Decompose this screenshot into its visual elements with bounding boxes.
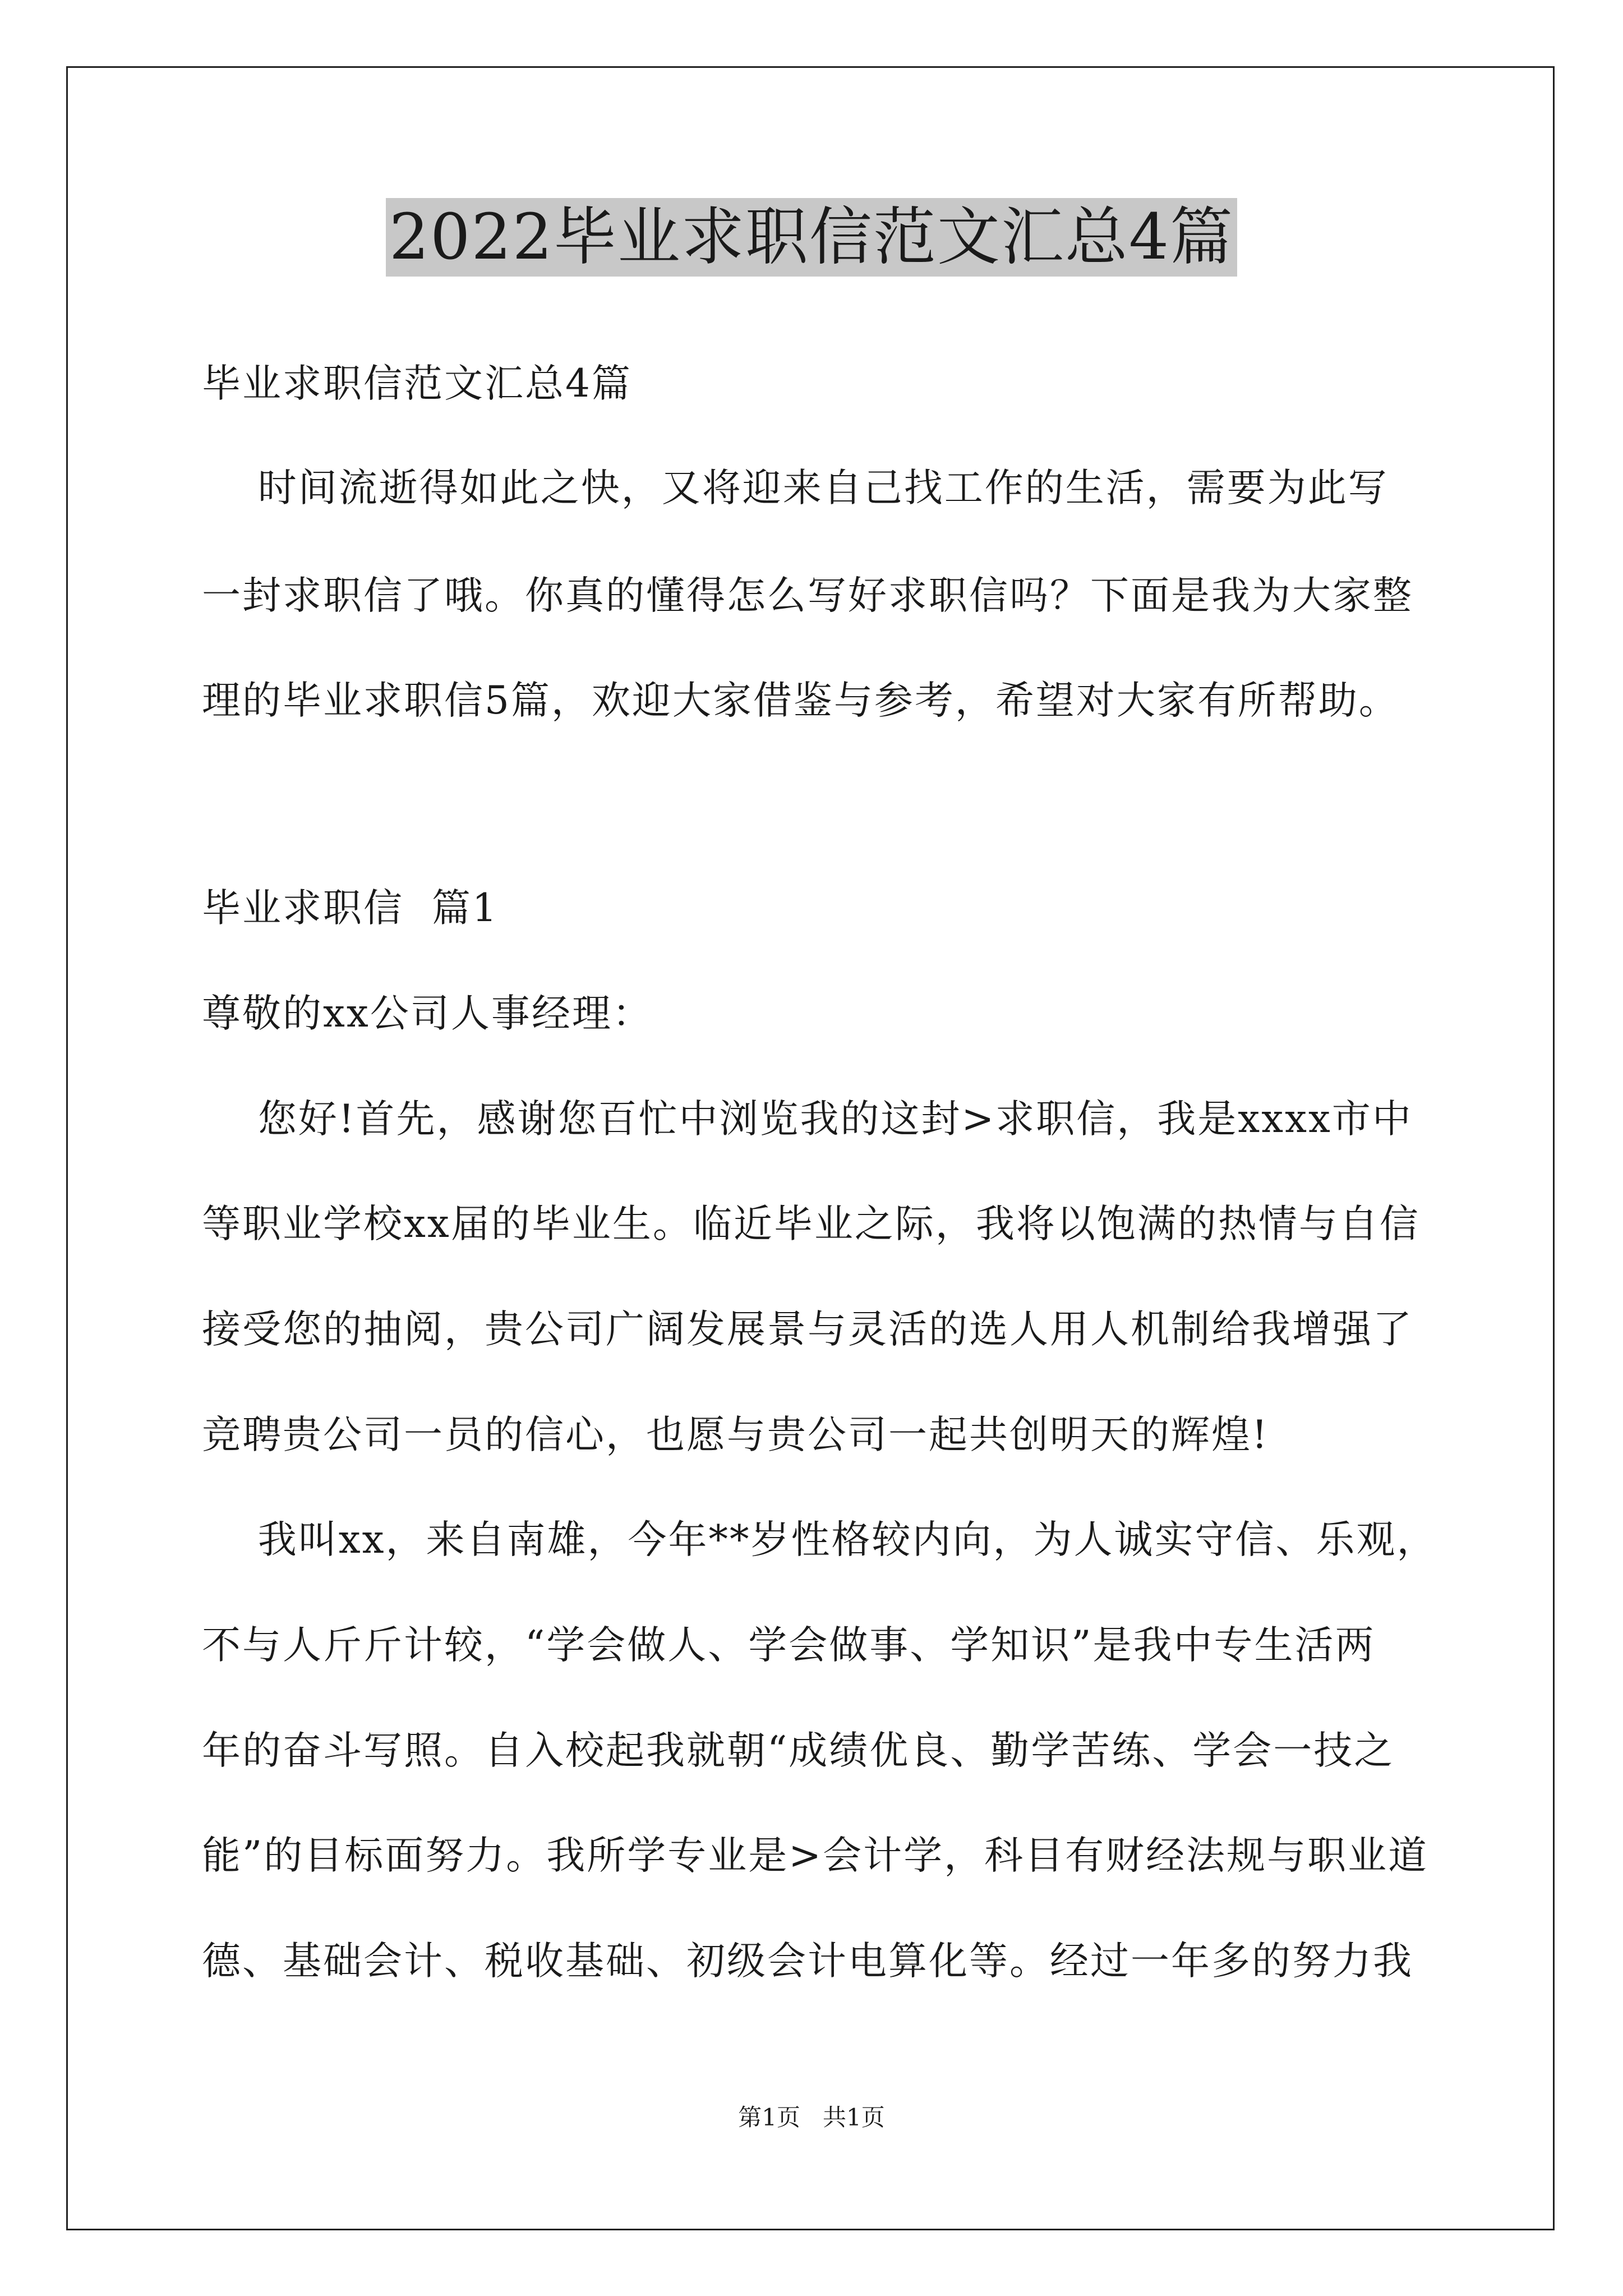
paragraph-line: 等职业学校xx届的毕业生。临近毕业之际，我将以饱满的热情与自信 xyxy=(202,1202,1420,1246)
paragraph-line: 年的奋斗写照。自入校起我就朝“成绩优良、勤学苦练、学会一技之 xyxy=(202,1728,1395,1773)
title-wrap xyxy=(0,198,1623,277)
section-heading: 毕业求职信 篇1 xyxy=(202,886,499,931)
paragraph-line: 理的毕业求职信5篇，欢迎大家借鉴与参考，希望对大家有所帮助。 xyxy=(202,678,1399,723)
paragraph-line: 德、基础会计、税收基础、初级会计电算化等。经过一年多的努力我 xyxy=(202,1939,1413,1984)
paragraph-line: 不与人斤斤计较，“学会做人、学会做事、学知识”是我中专生活两 xyxy=(202,1623,1376,1668)
paragraph-line: 竞聘贵公司一员的信心，也愿与贵公司一起共创明天的辉煌! xyxy=(202,1412,1269,1457)
paragraph-line: 我叫xx，来自南雄，今年**岁性格较内向，为人诚实守信、乐观， xyxy=(202,1517,1437,1562)
page-footer: 第1页 共1页 xyxy=(738,2104,885,2131)
paragraph-line: 接受您的抽阅，贵公司广阔发展景与灵活的选人用人机制给我增强了 xyxy=(202,1307,1413,1352)
paragraph-line: 您好!首先，感谢您百忙中浏览我的这封>求职信，我是xxxx市中 xyxy=(202,1097,1413,1142)
paragraph-line: 时间流逝得如此之快，又将迎来自己找工作的生活，需要为此写 xyxy=(202,466,1389,510)
paragraph-line: 能”的目标面努力。我所学专业是>会计学，科目有财经法规与职业道 xyxy=(202,1833,1429,1878)
paragraph-line: 一封求职信了哦。你真的懂得怎么写好求职信吗？下面是我为大家整 xyxy=(202,573,1413,618)
document-title: 2022毕业求职信范文汇总4篇 xyxy=(386,198,1237,277)
salutation: 尊敬的xx公司人事经理： xyxy=(202,991,653,1036)
document-subtitle: 毕业求职信范文汇总4篇 xyxy=(202,361,632,406)
